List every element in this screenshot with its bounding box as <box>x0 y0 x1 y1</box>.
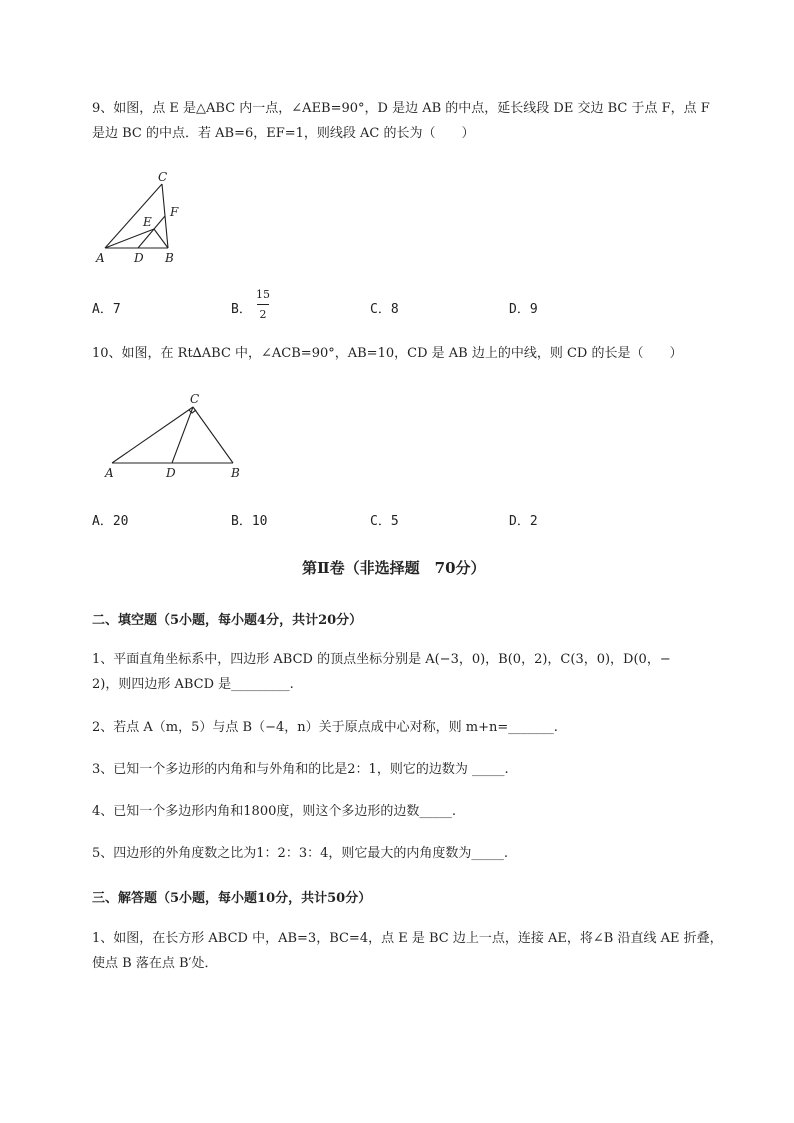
fill-q4: 4、已知一个多边形内角和1800度，则这个多边形的边数_____. <box>92 804 456 819</box>
q9-label-F: F <box>170 205 179 219</box>
part2-title: 第Ⅱ卷（非选择题 70分） <box>302 559 486 577</box>
section3-heading: 三、解答题（5小题，每小题10分，共计50分） <box>92 891 372 906</box>
q9-option-a: A．7 <box>92 302 121 317</box>
q10-text-line1: 10、如图，在 Rt∆ABC 中，∠ACB=90°，AB=10，CD 是 AB 边上的中线，则 CD 的长是（ ） <box>92 346 683 361</box>
q9-label-B: B <box>165 251 174 265</box>
q9-label-C: C <box>158 170 168 184</box>
q9-text-line2: 是边 BC 的中点．若 AB=6，EF=1，则线段 AC 的长为（ ） <box>92 126 475 141</box>
fill-q5: 5、四边形的外角度数之比为1：2：3：4，则它最大的内角度数为_____. <box>92 846 508 861</box>
q10-option-c: C．5 <box>370 514 399 529</box>
fill-q1-line1: 1、平面直角坐标系中，四边形 ABCD 的顶点坐标分别是 A(−3，0)，B(0，2)，C(3，0)，D(0，− <box>92 652 671 667</box>
fill-q1-line2: 2)，则四边形 ABCD 是_________. <box>92 677 294 692</box>
q10-label-A: A <box>105 466 114 480</box>
q9-text-line1: 9、如图，点 E 是△ABC 内一点，∠AEB=90°，D 是边 AB 的中点，延长线段 DE 交边 BC 于点 F，点 F <box>92 101 710 116</box>
q10-option-b: B．10 <box>231 514 268 529</box>
q9-label-D: D <box>134 251 144 265</box>
q9-option-b-denominator: 2 <box>259 308 267 321</box>
solve-q1-line2: 使点 B 落在点 B′处． <box>92 956 218 971</box>
q9-option-c: C．8 <box>370 302 399 317</box>
q9-label-A: A <box>96 251 105 265</box>
q9-option-d: D．9 <box>509 302 538 317</box>
fill-q2: 2、若点 A（m，5）与点 B（−4，n）关于原点成中心对称，则 m+n=_______. <box>92 720 558 735</box>
q10-label-C: C <box>190 392 200 406</box>
section2-heading: 二、填空题（5小题，每小题4分，共计20分） <box>92 613 363 628</box>
q9-label-E: E <box>143 215 152 229</box>
fill-q3: 3、已知一个多边形的内角和与外角和的比是2：1，则它的边数为 _____. <box>92 762 509 777</box>
q10-label-B: B <box>231 466 240 480</box>
q9-option-b-numerator: 15 <box>256 288 270 301</box>
q10-option-d: D．2 <box>509 514 538 529</box>
q10-label-D: D <box>166 466 176 480</box>
solve-q1-line1: 1、如图，在长方形 ABCD 中，AB=3，BC=4，点 E 是 BC 边上一点，连接 AE，将∠B 沿直线 AE 折叠， <box>92 931 723 946</box>
q9-option-b-prefix: B． <box>231 302 252 317</box>
q10-option-a: A．20 <box>92 514 129 529</box>
